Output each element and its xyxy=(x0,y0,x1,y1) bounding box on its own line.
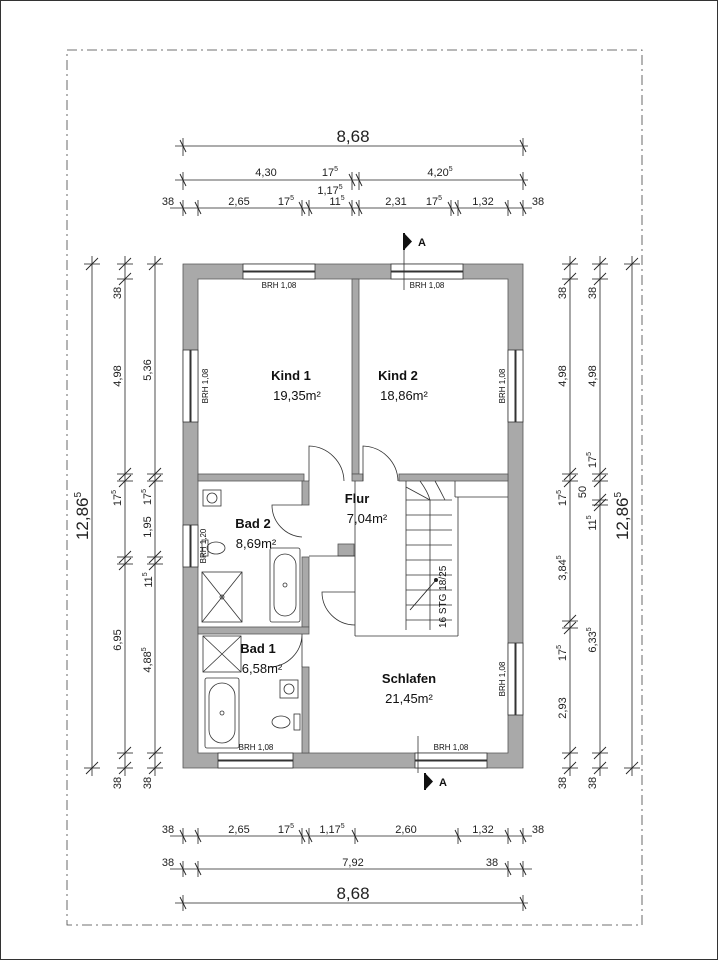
dim-left-total: 12,86 xyxy=(73,497,92,541)
left-dimensions xyxy=(73,256,163,789)
room-name-kind2: Kind 2 xyxy=(378,368,418,383)
dim-top-mid: 1,17 xyxy=(317,185,339,197)
dim-total-width-top: 8,68 xyxy=(336,127,370,146)
right-dimensions xyxy=(556,256,640,789)
svg-text:175: $17^5$ xyxy=(556,644,569,662)
room-name-schlafen: Schlafen xyxy=(381,671,437,686)
section-marker-bottom-label: A xyxy=(439,777,447,789)
svg-text:175: $17^5$ xyxy=(111,489,124,507)
window-label-top-left: BRH 1,08 xyxy=(261,281,297,290)
room-area-bad2: 8,69m² xyxy=(235,536,277,551)
property-boundary xyxy=(67,50,642,925)
window-label-left-kind1: BRH 1,08 xyxy=(201,368,210,404)
svg-text:1,95: 1,95 xyxy=(142,516,154,538)
svg-text:4,98: 4,98 xyxy=(587,365,599,387)
svg-text:4,205: 4,20$^5$ xyxy=(427,166,453,179)
svg-text:2,31: 2,31 xyxy=(385,196,407,208)
svg-text:38: 38 xyxy=(531,196,545,208)
dim-top3-b: 2,65 xyxy=(228,196,250,208)
room-area-kind2: 18,86m² xyxy=(380,388,428,403)
svg-text:2,93: 2,93 xyxy=(557,697,569,719)
svg-text:2,65: 2,65 xyxy=(228,824,250,836)
svg-text:12,865: 12,86$^5$ xyxy=(613,491,632,541)
svg-text:175: $17^5$ xyxy=(277,195,295,208)
svg-text:6,95: 6,95 xyxy=(112,629,124,651)
svg-text:175: $17^5$ xyxy=(425,195,443,208)
room-area-flur: 7,04m² xyxy=(346,511,388,526)
svg-text:4,98: 4,98 xyxy=(112,365,124,387)
dim-top-a: 4,30 xyxy=(255,167,277,179)
svg-text:12,865: 12,86$^5$ xyxy=(73,491,92,541)
window-label-bottom-left: BRH 1,08 xyxy=(238,743,274,752)
room-area-schlafen: 21,45m² xyxy=(385,691,433,706)
svg-text:38: 38 xyxy=(587,286,599,300)
svg-text:38: 38 xyxy=(161,857,175,869)
room-name-flur: Flur xyxy=(344,491,370,506)
svg-text:38: 38 xyxy=(485,857,499,869)
svg-text:3,845: 3,84$^5$ xyxy=(556,555,569,581)
svg-text:175: $17^5$ xyxy=(141,488,154,506)
svg-text:38: 38 xyxy=(112,286,124,300)
svg-text:38: 38 xyxy=(112,776,124,790)
svg-text:2,60: 2,60 xyxy=(395,824,417,836)
svg-text:115: $11^5$ xyxy=(142,572,155,588)
svg-text:4,98: 4,98 xyxy=(557,365,569,387)
svg-text:1,32: 1,32 xyxy=(472,824,494,836)
dim-top-b: 17 xyxy=(321,167,335,179)
stair-label: 16 STG 18/25 xyxy=(438,565,449,628)
svg-text:1,175: 1,17$^5$ xyxy=(319,823,345,836)
room-name-bad2: Bad 2 xyxy=(235,516,271,531)
svg-text:38: 38 xyxy=(557,286,569,300)
svg-text:115: $11^5$ xyxy=(329,195,345,208)
svg-text:175: $17^5$ xyxy=(586,451,599,469)
svg-text:38: 38 xyxy=(557,776,569,790)
svg-text:5,36: 5,36 xyxy=(142,359,154,381)
svg-text:175: $17^5$ xyxy=(321,166,339,179)
svg-text:38: 38 xyxy=(161,824,175,836)
svg-text:38: 38 xyxy=(142,776,154,790)
window-label-top-right: BRH 1,08 xyxy=(409,281,445,290)
svg-text:1,32: 1,32 xyxy=(472,196,494,208)
svg-text:175: $17^5$ xyxy=(277,823,295,836)
top-dimensions xyxy=(162,127,544,216)
svg-text:115: $11^5$ xyxy=(586,515,599,531)
window-label-bottom-right: BRH 1,08 xyxy=(433,743,469,752)
svg-text:175: $17^5$ xyxy=(556,489,569,507)
room-area-kind1: 19,35m² xyxy=(273,388,321,403)
svg-text:1,175: 1,17$^5$ xyxy=(317,184,343,197)
dim-total-width-bottom: 8,68 xyxy=(336,884,370,903)
window-label-left-bad2: BRH 1,20 xyxy=(199,528,208,564)
section-marker-top-label: A xyxy=(418,237,426,249)
staircase xyxy=(406,481,452,630)
stair-enclosure xyxy=(309,481,508,636)
window-label-right-schlafen: BRH 1,08 xyxy=(498,661,507,697)
svg-text:38: 38 xyxy=(531,824,545,836)
svg-text:38: 38 xyxy=(587,776,599,790)
room-area-bad1: 6,58m² xyxy=(241,661,283,676)
svg-text:7,92: 7,92 xyxy=(342,857,364,869)
window-label-right-kind2: BRH 1,08 xyxy=(498,368,507,404)
room-name-bad1: Bad 1 xyxy=(240,641,276,656)
dim-right-total: 12,86 xyxy=(613,497,632,541)
dim-top-c: 4,20 xyxy=(427,167,449,179)
svg-text:50: 50 xyxy=(577,485,589,499)
svg-text:6,335: 6,33$^5$ xyxy=(586,627,599,653)
svg-text:4,885: 4,88$^5$ xyxy=(141,647,154,673)
bottom-dimensions xyxy=(162,823,544,911)
dim-top3-a: 38 xyxy=(161,196,175,208)
room-name-kind1: Kind 1 xyxy=(271,368,311,383)
